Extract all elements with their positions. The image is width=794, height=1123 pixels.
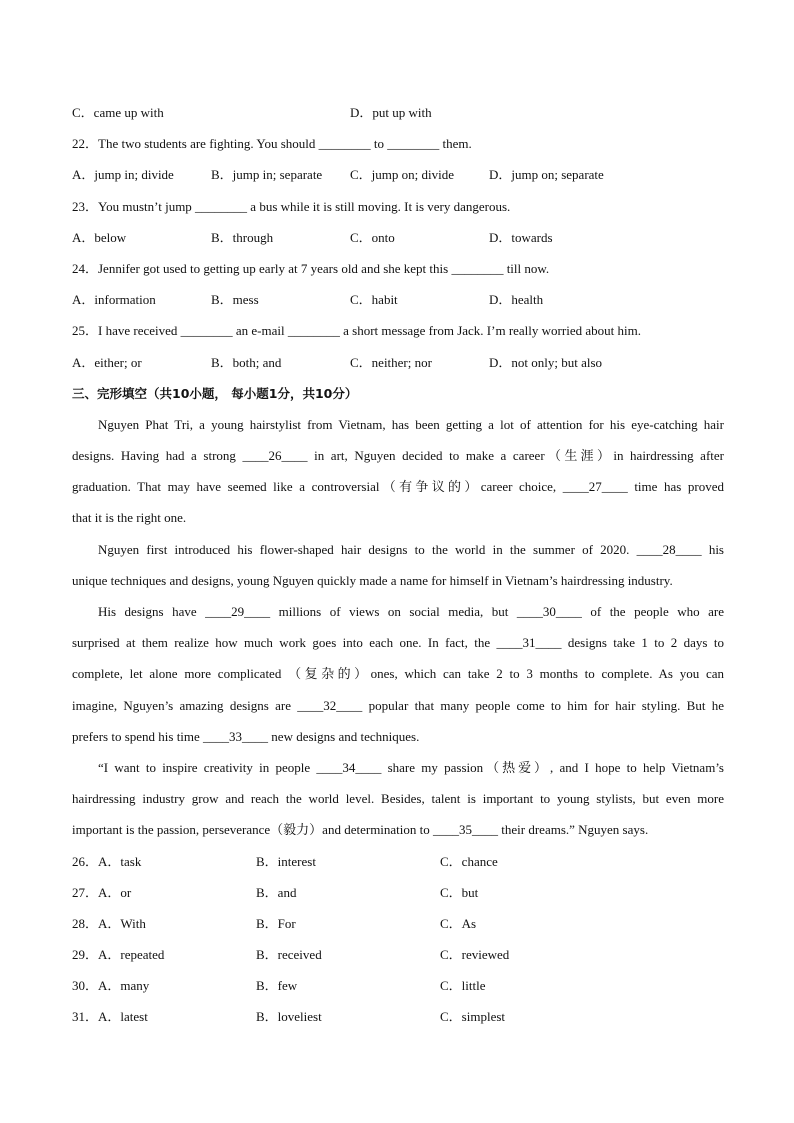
q23-option-c: C．onto bbox=[350, 229, 395, 245]
passage-p3-line1: His designs have ____29____ millions of views on social media, but ____30____ of the people who are bbox=[98, 604, 724, 619]
cloze-options-30 bbox=[72, 973, 724, 1004]
cloze-29-option-a: 29．A．repeated bbox=[72, 947, 165, 963]
cloze-27-option-c: C．but bbox=[440, 884, 479, 900]
q22-option-b: B．jump in; separate bbox=[211, 167, 323, 183]
cloze-30-option-a: 30．A．many bbox=[72, 978, 150, 994]
q23-option-b: B．through bbox=[211, 229, 274, 245]
cloze-31-option-b: B．loveliest bbox=[256, 1009, 322, 1025]
passage-p3-line3: complete, let alone more complicated （复杂的）ones, which can take 2 to 3 months to complete. As you can bbox=[72, 666, 724, 682]
q22-option-d: D．jump on; separate bbox=[489, 167, 604, 183]
cloze-28-option-b: B．For bbox=[256, 915, 296, 931]
passage-p1-line2: designs. Having had a strong ____26____ in art, Nguyen decided to make a career（生涯）in hairdressing after bbox=[72, 448, 724, 464]
cloze-30-option-c: C．little bbox=[440, 978, 486, 994]
q23-option-d: D．towards bbox=[489, 229, 553, 245]
cloze-options-26 bbox=[72, 849, 724, 880]
q25-option-a: A．either; or bbox=[72, 354, 142, 370]
passage-p4-line3: important is the passion, perseverance（毅力）and determination to ____35____ their dreams.” Nguyen says. bbox=[72, 822, 649, 838]
q23-option-a: A．below bbox=[72, 229, 127, 245]
cloze-26-option-c: C．chance bbox=[440, 853, 498, 869]
q24-options-row bbox=[72, 287, 724, 318]
cloze-options-27 bbox=[72, 880, 724, 911]
q25-stem: 25．I have received ________ an e-mail ________ a short message from Jack. I’m really worried about him. bbox=[72, 323, 641, 339]
cloze-30-option-b: B．few bbox=[256, 978, 298, 994]
q21-option-c: C．came up with bbox=[72, 105, 164, 120]
q25-option-c: C．neither; nor bbox=[350, 354, 432, 370]
q24-option-c: C．habit bbox=[350, 292, 398, 308]
exam-page bbox=[72, 100, 724, 1036]
q22-options-row bbox=[72, 162, 724, 193]
cloze-31-option-a: 31．A．latest bbox=[72, 1009, 148, 1025]
passage-p3-line5: prefers to spend his time ____33____ new designs and techniques. bbox=[72, 728, 420, 744]
passage-p2-line2: unique techniques and designs, young Nguyen quickly made a name for himself in Vietnam’s hairdressing industry. bbox=[72, 572, 673, 588]
cloze-26-option-a: 26．A．task bbox=[72, 853, 142, 869]
q23-options-row bbox=[72, 225, 724, 256]
cloze-options-29 bbox=[72, 942, 724, 973]
cloze-options-31 bbox=[72, 1004, 724, 1035]
passage-p1-line3: graduation. That may have seemed like a controversial（有争议的）career choice, ____27____ time has proved bbox=[72, 479, 724, 495]
cloze-26-option-b: B．interest bbox=[256, 853, 316, 869]
passage-p3-line2: surprised at them realize how much work goes into each one. In fact, the ____31____ designs take 1 to 2 days to bbox=[72, 635, 724, 651]
cloze-28-option-a: 28．A．With bbox=[72, 915, 146, 931]
q22-option-c: C．jump on; divide bbox=[350, 167, 455, 183]
q24-option-b: B．mess bbox=[211, 292, 259, 308]
q22-option-a: A．jump in; divide bbox=[72, 167, 174, 183]
cloze-29-option-c: C．reviewed bbox=[440, 947, 510, 963]
cloze-31-option-c: C．simplest bbox=[440, 1009, 506, 1025]
passage-p2-line1: Nguyen first introduced his flower-shaped hair designs to the world in the summer of 2020. ____28____ his bbox=[98, 541, 724, 557]
passage-p3-line4: imagine, Nguyen’s amazing designs are ____32____ popular that many people come to him for hair styling. But he bbox=[72, 697, 724, 713]
q22-stem: 22．The two students are fighting. You should ________ to ________ them. bbox=[72, 136, 472, 152]
passage-p4-line1: “I want to inspire creativity in people ____34____ share my passion（热爱）, and I hope to help Vietnam’s bbox=[98, 759, 724, 775]
q25-options-row bbox=[72, 350, 724, 381]
passage-p4-line2: hairdressing industry grow and reach the world level. Besides, talent is important to young stylists, but even more bbox=[72, 791, 724, 807]
q21-option-d: D．put up with bbox=[350, 105, 432, 120]
cloze-options-28 bbox=[72, 911, 724, 942]
section3-heading: 三、完形填空（共10小题， 每小题1分，共10分） bbox=[72, 385, 358, 401]
cloze-27-option-a: 27．A．or bbox=[72, 884, 132, 900]
cloze-29-option-b: B．received bbox=[256, 947, 322, 963]
q25-option-d: D．not only; but also bbox=[489, 354, 603, 370]
passage-p1-line4: that it is the right one. bbox=[72, 510, 187, 526]
cloze-27-option-b: B．and bbox=[256, 884, 297, 900]
q23-stem: 23．You mustn’t jump ________ a bus while it is still moving. It is very dangerous. bbox=[72, 198, 511, 214]
q25-option-b: B．both; and bbox=[211, 354, 282, 370]
q24-option-a: A．information bbox=[72, 292, 156, 308]
passage-p1-line1: Nguyen Phat Tri, a young hairstylist from Vietnam, has been getting a lot of attention for his eye-catching hair bbox=[98, 416, 724, 432]
q24-option-d: D．health bbox=[489, 292, 544, 308]
q21-options-row bbox=[72, 100, 724, 131]
q24-stem: 24．Jennifer got used to getting up early at 7 years old and she kept this ________ till now. bbox=[72, 260, 550, 276]
cloze-28-option-c: C．As bbox=[440, 915, 477, 931]
